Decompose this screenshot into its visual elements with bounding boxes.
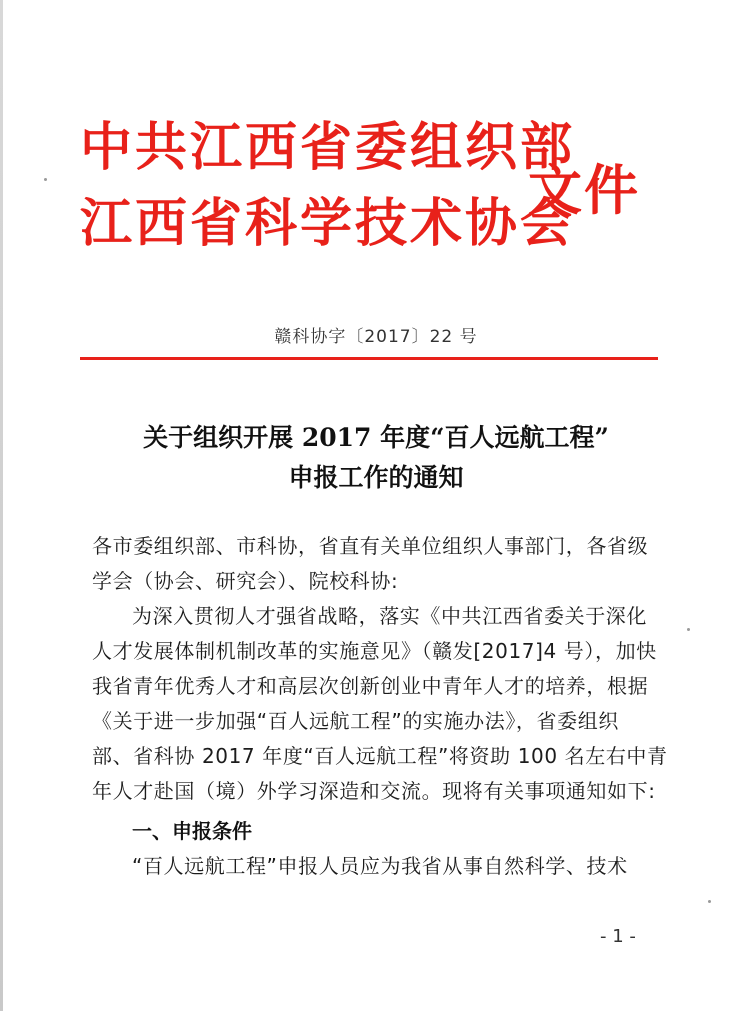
body-line: 年人才赴国（境）外学习深造和交流。现将有关事项通知如下: — [92, 779, 656, 803]
body-line: 为深入贯彻人才强省战略，落实《中共江西省委关于深化 — [132, 604, 647, 628]
red-divider — [80, 357, 658, 360]
issuer-line-2: 江西省科学技术协会 — [80, 193, 576, 254]
body-line: 学会（协会、研究会）、院校科协: — [92, 569, 399, 593]
section-heading: 一、申报条件 — [132, 819, 252, 843]
document-title-line-2: 申报工作的通知 — [288, 463, 464, 492]
body-line: 我省青年优秀人才和高层次创新创业中青年人才的培养，根据 — [92, 674, 649, 698]
issuer-line-1: 中共江西省委组织部 — [80, 117, 576, 178]
body-line: 《关于进一步加强“百人远航工程”的实施办法》，省委组织 — [92, 709, 619, 733]
document-type: 文件 — [528, 158, 640, 222]
body-line: 人才发展体制机制改革的实施意见》（赣发[2017]4 号），加快 — [92, 639, 657, 663]
page-number: - 1 - — [600, 926, 636, 947]
body-line: “百人远航工程”申报人员应为我省从事自然科学、技术 — [132, 854, 628, 878]
scan-speck — [44, 178, 47, 181]
body-line: 部、省科协 2017 年度“百人远航工程”将资助 100 名左右中青 — [92, 744, 668, 768]
document-header — [80, 118, 680, 268]
body-line: 各市委组织部、市科协，省直有关单位组织人事部门，各省级 — [92, 534, 649, 558]
scan-edge — [0, 0, 3, 1011]
document-title-line-1: 关于组织开展 2017 年度“百人远航工程” — [143, 423, 609, 452]
document-number: 赣科协字〔2017〕22 号 — [274, 327, 478, 347]
scan-speck — [708, 900, 711, 903]
